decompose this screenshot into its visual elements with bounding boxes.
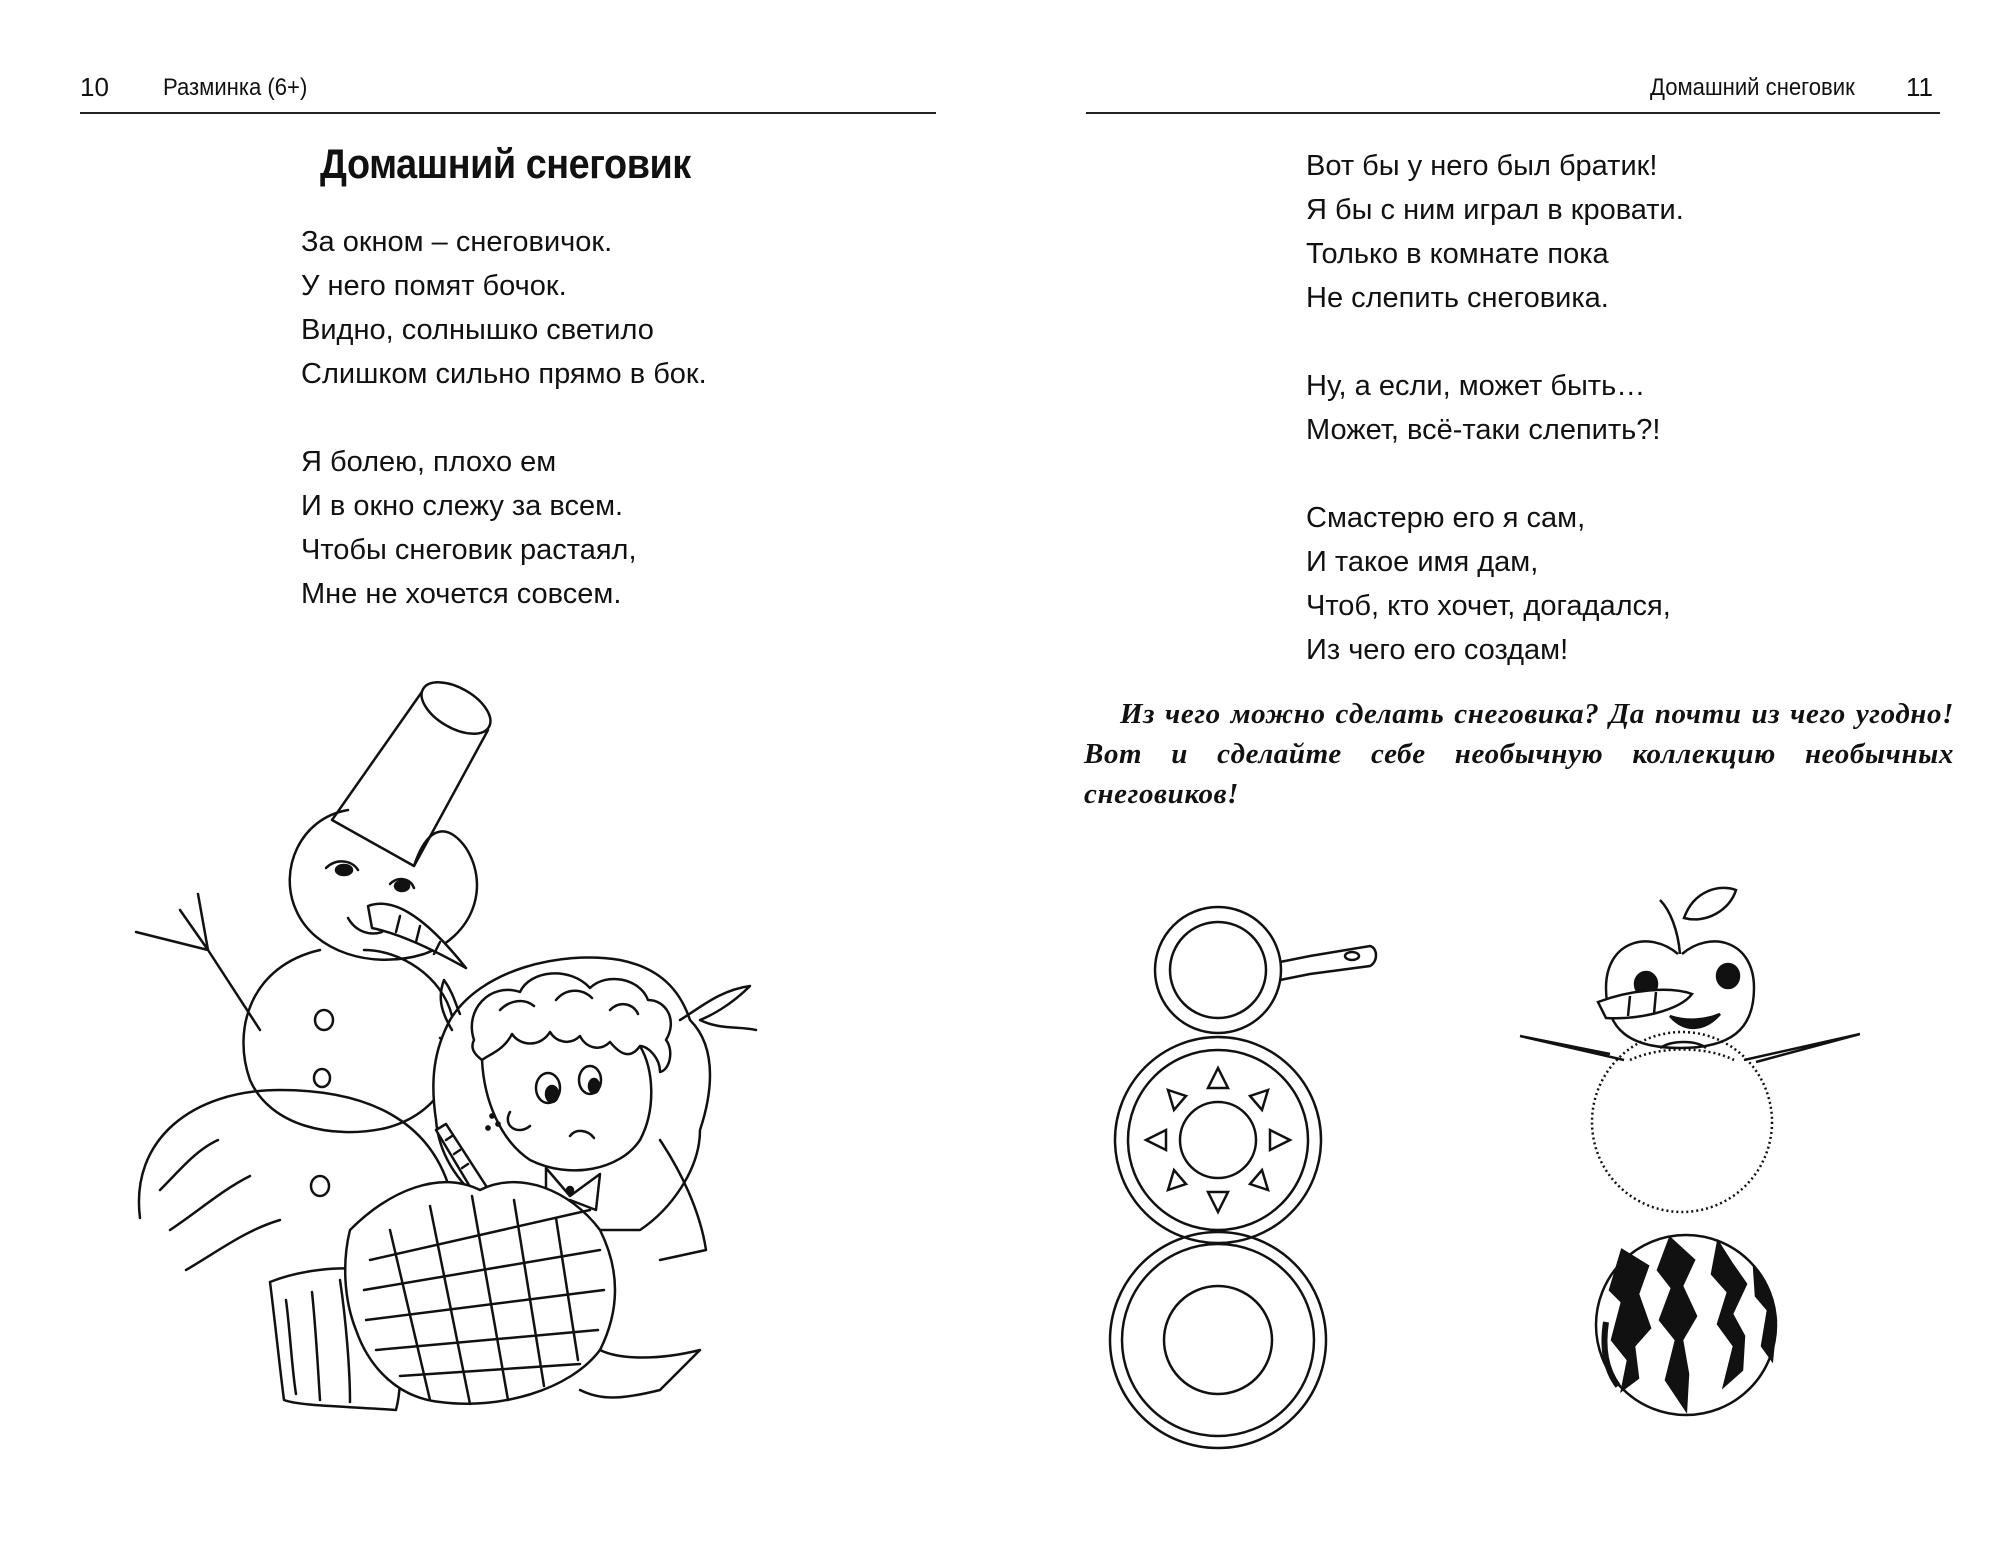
poem-line: И в окно слежу за всем. [301,490,624,522]
poem-line: Чтоб, кто хочет, догадался, [1306,590,1671,622]
poem-line: Я болею, плохо ем [301,446,557,478]
poem-line: Только в комнате пока [1306,238,1609,270]
poem-line: Ну, а если, может быть… [1306,370,1646,402]
apple-orange-watermelon-snowman-illustration [1510,870,1870,1430]
page-number-right: 11 [1906,72,1933,102]
header-rule-right [1086,112,1940,114]
poem-line: Может, всё-таки слепить?! [1306,414,1661,446]
poem-line: У него помят бочок. [301,270,567,302]
stanza [301,440,707,616]
pan-and-plates-snowman-illustration [1100,900,1380,1420]
poem-line: Смастерю его я сам, [1306,502,1586,534]
running-title-right: Домашний снеговик [1650,74,1855,101]
poem-line: Я бы с ним играл в кровати. [1306,194,1684,226]
stanza [1306,364,1684,452]
page-number-left: 10 [80,72,109,102]
poem-line: Из чего его создам! [1306,634,1569,666]
poem-line: Мне не хочется совсем. [301,578,622,610]
right-page [1000,0,2000,1542]
poem-line: Видно, солнышко светило [301,314,654,346]
stanza [1306,496,1684,672]
running-title-left: Разминка (6+) [163,74,308,101]
poem-line: Слишком сильно прямо в бок. [301,358,707,390]
poem-line: Чтобы снеговик растаял, [301,534,637,566]
stanza [1306,144,1684,320]
poem-left [301,220,707,660]
poem-line: Не слепить снеговика. [1306,282,1609,314]
poem-line: И такое имя дам, [1306,546,1539,578]
header-rule-left [80,112,936,114]
activity-prompt: Из чего можно сделать снеговика? Да почти из чего угодно! Вот и сделайте себе необычную коллекцию необычных снеговиков! [1084,698,1954,810]
stanza [301,220,707,396]
snowman-boy-in-bed-illustration [100,670,900,1410]
poem-line: За окном – снеговичок. [301,226,613,258]
poem-right [1306,144,1684,716]
poem-line: Вот бы у него был братик! [1306,150,1658,182]
page-title: Домашний снеговик [320,140,691,187]
